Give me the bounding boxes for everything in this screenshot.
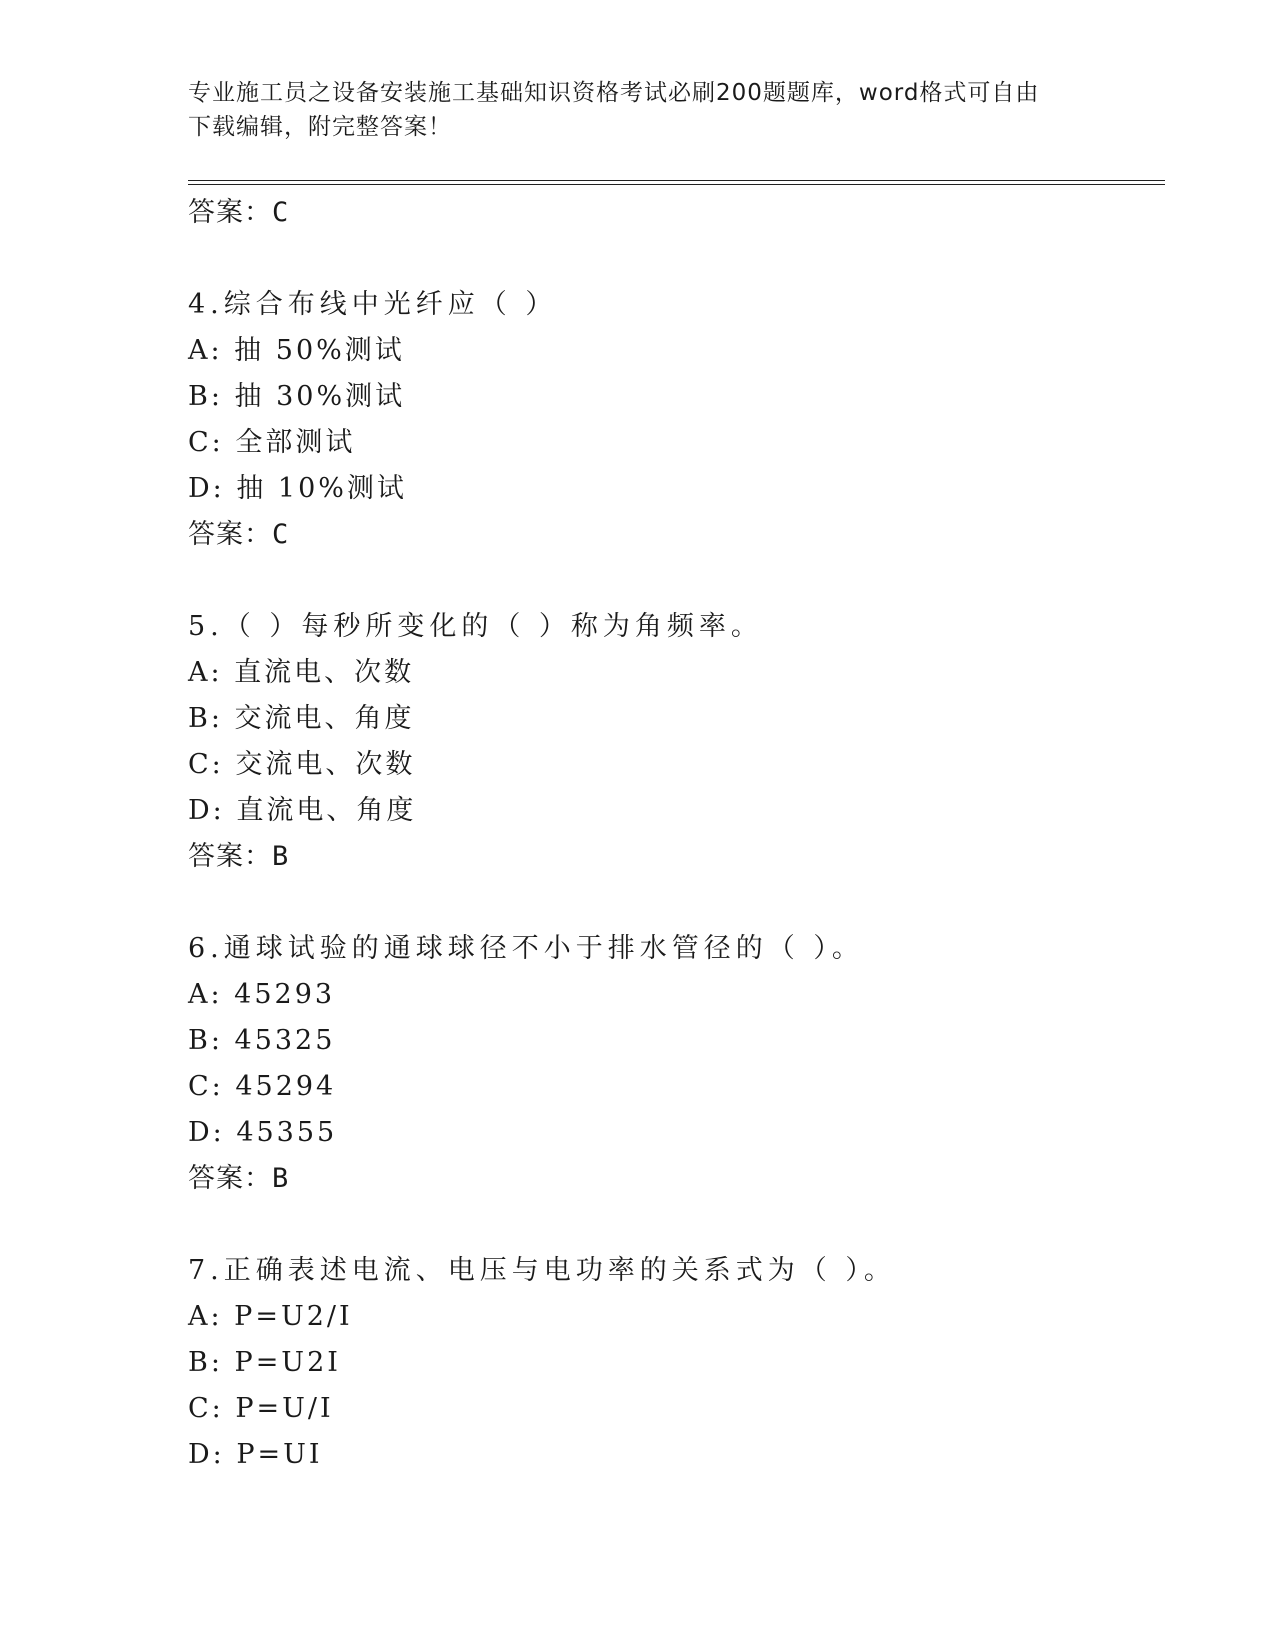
question-stem: 5.（ ）每秒所变化的（ ）称为角频率。	[188, 611, 763, 642]
spacer	[188, 558, 1165, 604]
spacer	[188, 236, 1165, 282]
option-a: A: P=U2/I	[188, 1301, 353, 1332]
question-block	[188, 926, 1165, 1202]
header-title-line-2: 下载编辑，附完整答案！	[188, 114, 452, 140]
header-title-line-1: 专业施工员之设备安装施工基础知识资格考试必刷200题题库，word格式可自由	[188, 80, 1040, 106]
answer-line: 答案：B	[188, 1163, 290, 1194]
question-block	[188, 604, 1165, 880]
option-a: A: 直流电、次数	[188, 657, 415, 688]
option-d: D: 45355	[188, 1117, 338, 1148]
answer-line: 答案：C	[188, 519, 290, 550]
option-d: D: 抽 10%测试	[188, 473, 407, 504]
spacer	[188, 880, 1165, 926]
option-a: A: 抽 50%测试	[188, 335, 405, 366]
option-c: C: 全部测试	[188, 427, 356, 458]
answer-line: 答案：B	[188, 841, 290, 872]
header-divider-bottom	[188, 184, 1165, 185]
question-stem: 7.正确表述电流、电压与电功率的关系式为（ ）。	[188, 1255, 896, 1286]
option-a: A: 45293	[188, 979, 336, 1010]
option-c: C: 45294	[188, 1071, 337, 1102]
option-b: B: 45325	[188, 1025, 336, 1056]
document-header	[188, 76, 1088, 144]
question-stem: 4.综合布线中光纤应（ ）	[188, 289, 558, 320]
option-d: D: 直流电、角度	[188, 795, 417, 826]
question-block	[188, 282, 1165, 558]
header-divider-top	[188, 180, 1165, 181]
question-list	[188, 190, 1165, 1478]
option-b: B: 抽 30%测试	[188, 381, 406, 412]
answer-line: 答案：C	[188, 197, 290, 228]
option-d: D: P=UI	[188, 1439, 323, 1470]
option-b: B: P=U2I	[188, 1347, 341, 1378]
question-stem: 6.通球试验的通球球径不小于排水管径的（ ）。	[188, 933, 864, 964]
option-c: C: 交流电、次数	[188, 749, 416, 780]
spacer	[188, 1202, 1165, 1248]
option-c: C: P=U/I	[188, 1393, 334, 1424]
question-block	[188, 1248, 1165, 1478]
option-b: B: 交流电、角度	[188, 703, 415, 734]
